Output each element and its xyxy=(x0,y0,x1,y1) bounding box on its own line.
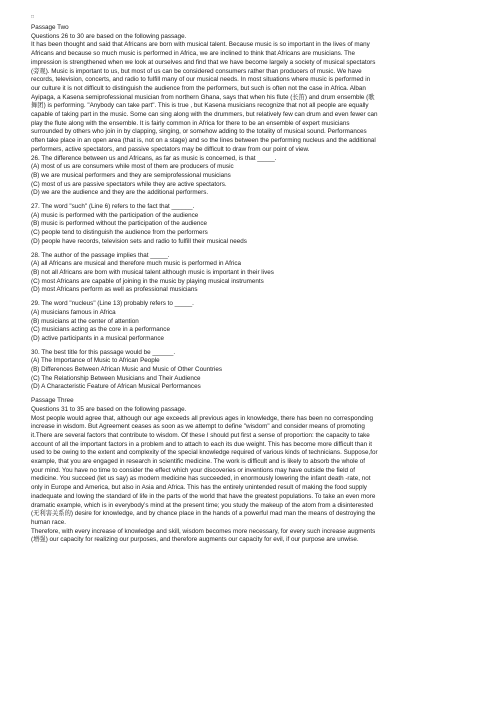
text-line: inadequate and lowing the standard of life in the parts of the world that have the greatest populations. To take an even more xyxy=(31,492,376,500)
text-line: (D) active participants in a musical performance xyxy=(31,334,164,342)
text-line: (B) musicians at the center of attention xyxy=(31,317,139,325)
text-line: (D) we are the audience and they are the additional performers. xyxy=(31,189,209,197)
text-line: (B) music is performed without the participation of the audience xyxy=(31,220,208,228)
text-line: It has been thought and said that Africans are born with musical talent. Because music is so important in the lives of many xyxy=(31,41,370,49)
text-line: performers, active spectators, and passive spectators may be difficult to draw from our point of view. xyxy=(31,145,310,153)
text-line: (D) people have records, television sets and radio to fulfill their musical needs xyxy=(31,237,247,245)
text-line: (A) most of us are consumers while most of them are producers of music xyxy=(31,163,234,171)
text-line: Questions 31 to 35 are based on the following passage. xyxy=(31,405,187,413)
text-line: dramatic example, which is in everybody’s mind at the present time; you study the makeup of the atom from a disinterested xyxy=(31,501,374,509)
text-line: (C) musicians acting as the core in a performance xyxy=(31,326,170,334)
text-line: (A) musicians famous in Africa xyxy=(31,308,116,316)
text-line: human race. xyxy=(31,518,67,526)
text-line: 29. The word "nucleus" (Line 13) probably refers to _____. xyxy=(31,300,194,308)
text-line: 27. The word "such" (Line 6) refers to the fact that ______. xyxy=(31,203,195,211)
page-marker: □ xyxy=(31,14,35,20)
text-line: medicine. You succeed (let us say) as modern medicine has succeeded, in enormously lowering the infant death -rate, not xyxy=(31,475,371,483)
text-line: used to be owing to the extent and complexity of the special knowledge required of various kinds of technicians. Suppose,for xyxy=(31,449,378,457)
text-line: 舞团) is performing. "Anybody can take part". This is true , but Kasena musicians recognize that not all people are equally xyxy=(31,102,369,110)
text-line: (C) most of us are passive spectators while they are active spectators. xyxy=(31,180,227,188)
text-line: (C) most Africans are capable of joining in the music by playing musical instruments xyxy=(31,277,264,285)
text-line: (B) not all Africans are born with musical talent although music is important in their lives xyxy=(31,268,274,276)
text-line: (A) music is performed with the participation of the audience xyxy=(31,211,199,219)
text-line: surrounded by others who join in by clapping, singing, or somehow adding to the totality of musical sound. Performances xyxy=(31,128,367,136)
text-line: increase in wisdom. But Agreement ceases as soon as we attempt to define "wisdom" and consider means of promoting xyxy=(31,423,365,431)
text-line: (D) most Africans perform as well as professional musicians xyxy=(31,286,198,294)
text-line: (D) A Characteristic Feature of African Musical Performances xyxy=(31,383,201,391)
text-line: example, that you are engaged in research in scientific medicine. The work is difficult and is likely to absorb the whole of xyxy=(31,458,366,466)
text-line: (旁观). Music is important to us, but most of us can be considered consumers rather than producers of music. We have xyxy=(31,67,362,75)
text-line: (A) all Africans are musical and therefore much music is performed in Africa xyxy=(31,260,241,268)
document-body xyxy=(31,24,479,545)
text-line: 30. The best title for this passage would be ______. xyxy=(31,348,176,356)
text-line: only in Europe and America, but also in Asia and Africa. This has the entirely unintended result of making the food supply xyxy=(31,484,367,492)
text-line: (无利害关系的) desire for knowledge, and by chance place in the hands of a powerful mad man the means of destroying the xyxy=(31,510,376,518)
text-line: 26. The difference between us and Africans, as far as music is concerned, is that _____. xyxy=(31,154,277,162)
text-line: Therefore, with every increase of knowledge and skill, wisdom becomes more necessary, for every such increase augments xyxy=(31,527,376,535)
text-line: (B) we are musical performers and they are semiprofessional musicians xyxy=(31,171,231,179)
text-line: Africans and because so much music is performed in Africa, we are inclined to think that Africans are musicians. The xyxy=(31,50,355,58)
document-page xyxy=(31,14,479,545)
text-line: often take place in an open area (that is, not on a stage) and so the lines between the performing nucleus and the additional xyxy=(31,137,376,145)
text-line: records, television, concerts, and radio to fulfill many of our musical needs. In most situations where music is performed in xyxy=(31,76,371,84)
text-line: (B) Differences Between African Music and Music of Other Countries xyxy=(31,366,222,374)
text-line: Passage Two xyxy=(31,24,69,31)
text-line: Passage Three xyxy=(31,397,74,405)
text-line: (C) The Relationship Between Musicians and Their Audience xyxy=(31,374,201,382)
text-line: (A) The Importance of Music to African People xyxy=(31,357,160,365)
text-line: (C) people tend to distinguish the audience from the performers xyxy=(31,229,208,237)
text-line: it.There are several factors that contribute to wisdom. Of these I should put first a sense of proportion: the capacity to take xyxy=(31,431,370,439)
text-line: Questions 26 to 30 are based on the following passage. xyxy=(31,32,187,40)
text-line: play the flute along with the ensemble. It is fairly common in Africa for there to be an ensemble of expert musicians xyxy=(31,119,350,127)
text-line: (增强) our capacity for realizing our purposes, and therefore augments our capacity for evil, if our purpose are unwise. xyxy=(31,536,359,544)
text-line: our culture it is not difficult to distinguish the audience from the performers, but such is often not the case in Africa. Alban xyxy=(31,84,366,92)
text-line: Ayipaga, a Kasena semiprofessional musician from northern Ghana, says that when his flute (长笛) and drum ensemble (歌 xyxy=(31,93,375,101)
text-line: your mind. You have no time to consider the effect which your discoveries or inventions may have outside the field of xyxy=(31,466,356,474)
text-line: capable of taking part in the music. Some can sing along with the drummers, but relatively few can drum and even fewer can xyxy=(31,111,378,119)
text-line: Most people would agree that, although our age exceeds all previous ages in knowledge, there has been no corresponding xyxy=(31,414,374,422)
text-line: account of all the important factors in a problem and to attach to each its due weight. This has become more difficult than it xyxy=(31,440,373,448)
text-line: impression is strengthened when we look at ourselves and find that we have become largely a society of musical spectators xyxy=(31,58,376,66)
text-line: 28. The author of the passage implies that _____. xyxy=(31,251,170,259)
